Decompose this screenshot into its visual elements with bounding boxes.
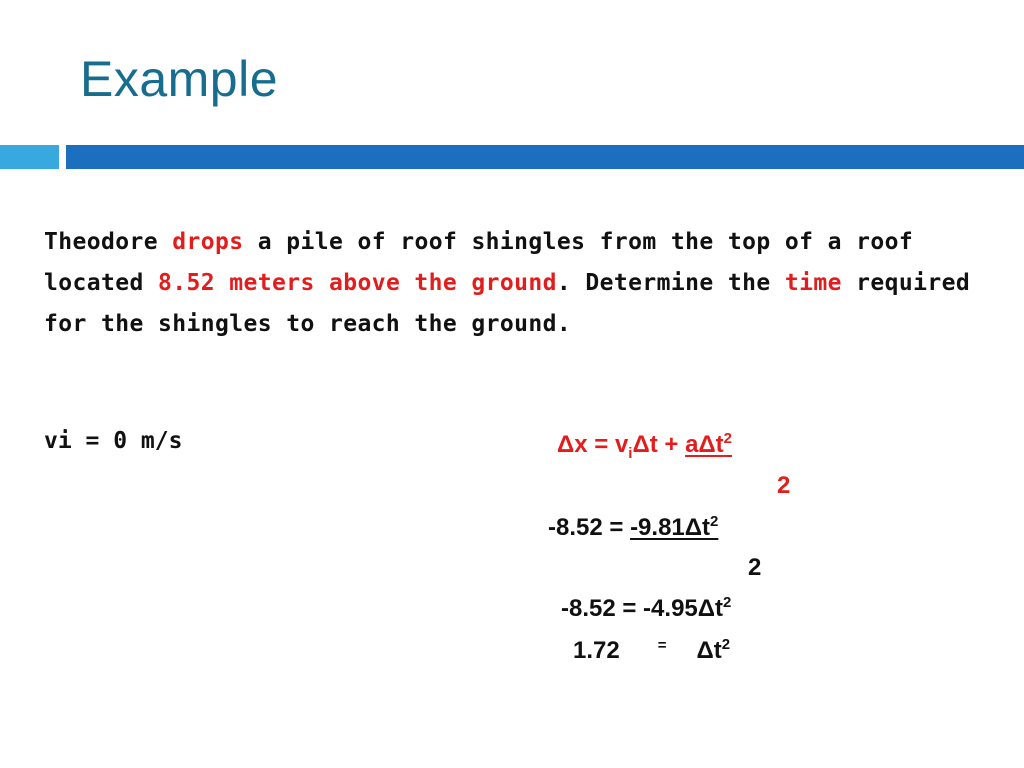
slide-title: Example (80, 51, 279, 107)
problem-text: Theodore (44, 229, 173, 255)
highlight-height: 8.52 meters above the ground (157, 270, 557, 296)
highlight-time: time (784, 270, 842, 296)
highlight-drops: drops (172, 229, 244, 255)
equation-denominator: 2 (777, 472, 791, 499)
title-accent-bar-right (66, 145, 1024, 169)
problem-text: a pile of roof shingles from the top of a roof located (44, 229, 914, 296)
kinematic-equation: $\Delta x = v_i\Delta t + a\Delta t^2$ (557, 430, 732, 462)
problem-statement (44, 222, 974, 345)
simplified-equation: $-8.52 = -4.95\Delta t^2$ (561, 594, 732, 622)
equation-numerator: $-9.81\Delta t^2$ (630, 513, 719, 541)
substituted-equation: $-8.52 = -9.81\Delta t^2$ (548, 513, 719, 541)
title-accent-bar-left (0, 145, 59, 169)
equation-denominator: 2 (748, 554, 762, 581)
given-initial-velocity: vi = 0 m/s (44, 428, 183, 454)
equation-numerator: aΔt$^2$ (685, 430, 732, 458)
problem-text: . Determine the (556, 270, 785, 296)
problem-text: required for the shingles to reach the ground. (44, 270, 971, 337)
result-equation: 1.72 = $\Delta t^2$ (573, 636, 731, 664)
